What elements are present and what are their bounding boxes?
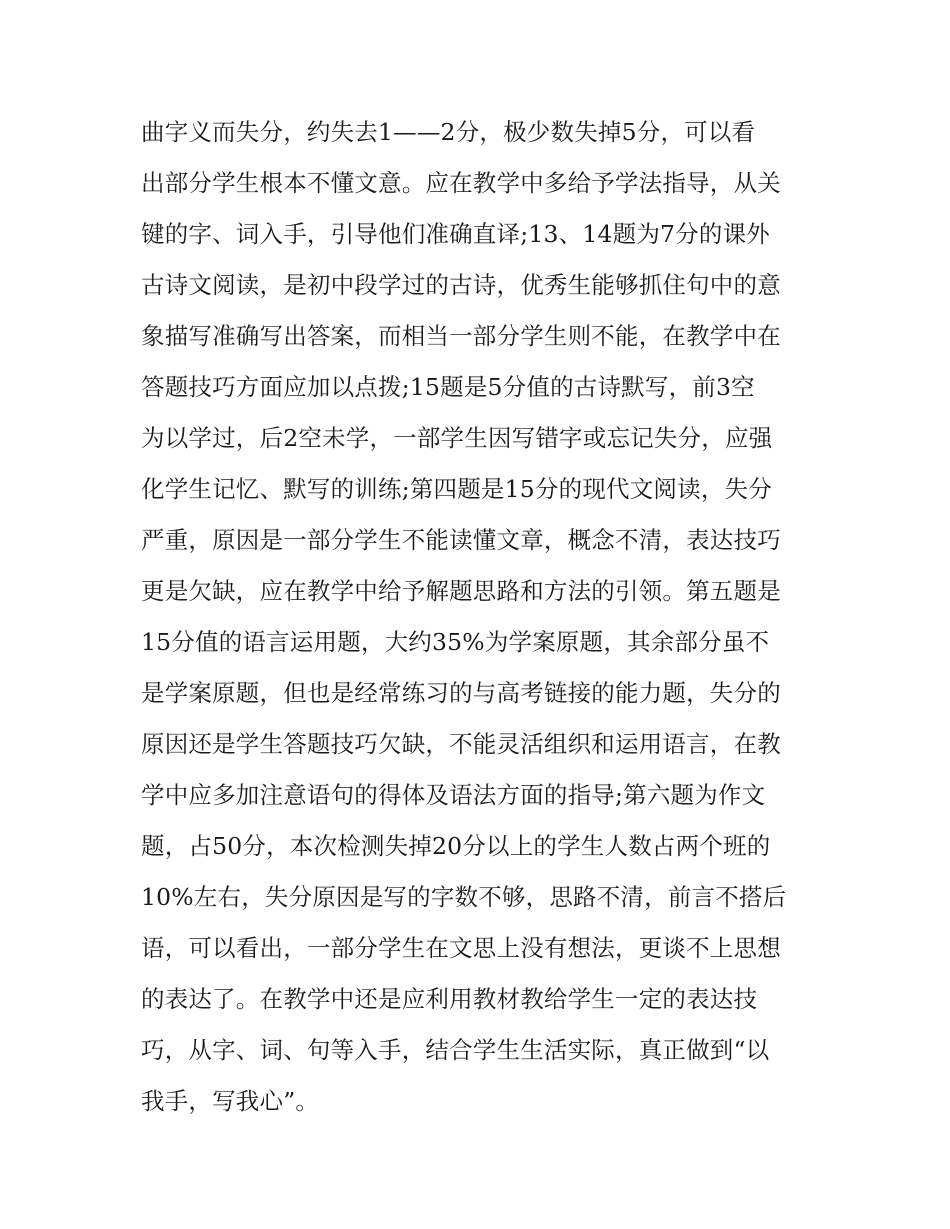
text-line: 15分值的语言运用题，大约35%为学案原题，其余部分虽不 bbox=[141, 628, 770, 656]
text-line: 的表达了。在教学中还是应利用教材教给学生一定的表达技 bbox=[141, 985, 758, 1013]
text-line: 曲字义而失分，约失去1——2分，极少数失掉5分，可以看 bbox=[141, 118, 756, 146]
text-line: 语，可以看出，一部分学生在文思上没有想法，更谈不上思想 bbox=[141, 934, 781, 962]
text-line: 化学生记忆、默写的训练;第四题是15分的现代文阅读，失分 bbox=[141, 475, 772, 503]
text-line: 更是欠缺，应在教学中给予解题思路和方法的引领。第五题是 bbox=[141, 577, 781, 605]
text-line: 学中应多加注意语句的得体及语法方面的指导;第六题为作文 bbox=[141, 781, 766, 809]
text-line: 答题技巧方面应加以点拨;15题是5分值的古诗默写，前3空 bbox=[141, 373, 755, 401]
body-paragraph bbox=[141, 107, 821, 1127]
text-line: 原因还是学生答题技巧欠缺，不能灵活组织和运用语言，在教 bbox=[141, 730, 781, 758]
text-line: 我手，写我心”。 bbox=[141, 1087, 320, 1115]
text-line: 题，占50分，本次检测失掉20分以上的学生人数占两个班的 bbox=[141, 832, 771, 860]
text-line: 是学案原题，但也是经常练习的与高考链接的能力题，失分的 bbox=[141, 679, 781, 707]
text-line: 巧，从字、词、句等入手，结合学生生活实际，真正做到“以 bbox=[141, 1036, 770, 1064]
text-line: 键的字、词入手，引导他们准确直译;13、14题为7分的课外 bbox=[141, 220, 770, 248]
text-line: 为以学过，后2空未学，一部学生因写错字或忘记失分，应强 bbox=[141, 424, 773, 452]
text-line: 严重，原因是一部分学生不能读懂文章，概念不清，表达技巧 bbox=[141, 526, 781, 554]
text-line: 古诗文阅读，是初中段学过的古诗，优秀生能够抓住句中的意 bbox=[141, 271, 781, 299]
text-line: 10%左右，失分原因是写的字数不够，思路不清，前言不搭后 bbox=[141, 883, 787, 911]
text-line: 象描写准确写出答案，而相当一部分学生则不能，在教学中在 bbox=[141, 322, 781, 350]
text-line: 出部分学生根本不懂文意。应在教学中多给予学法指导，从关 bbox=[141, 169, 781, 197]
